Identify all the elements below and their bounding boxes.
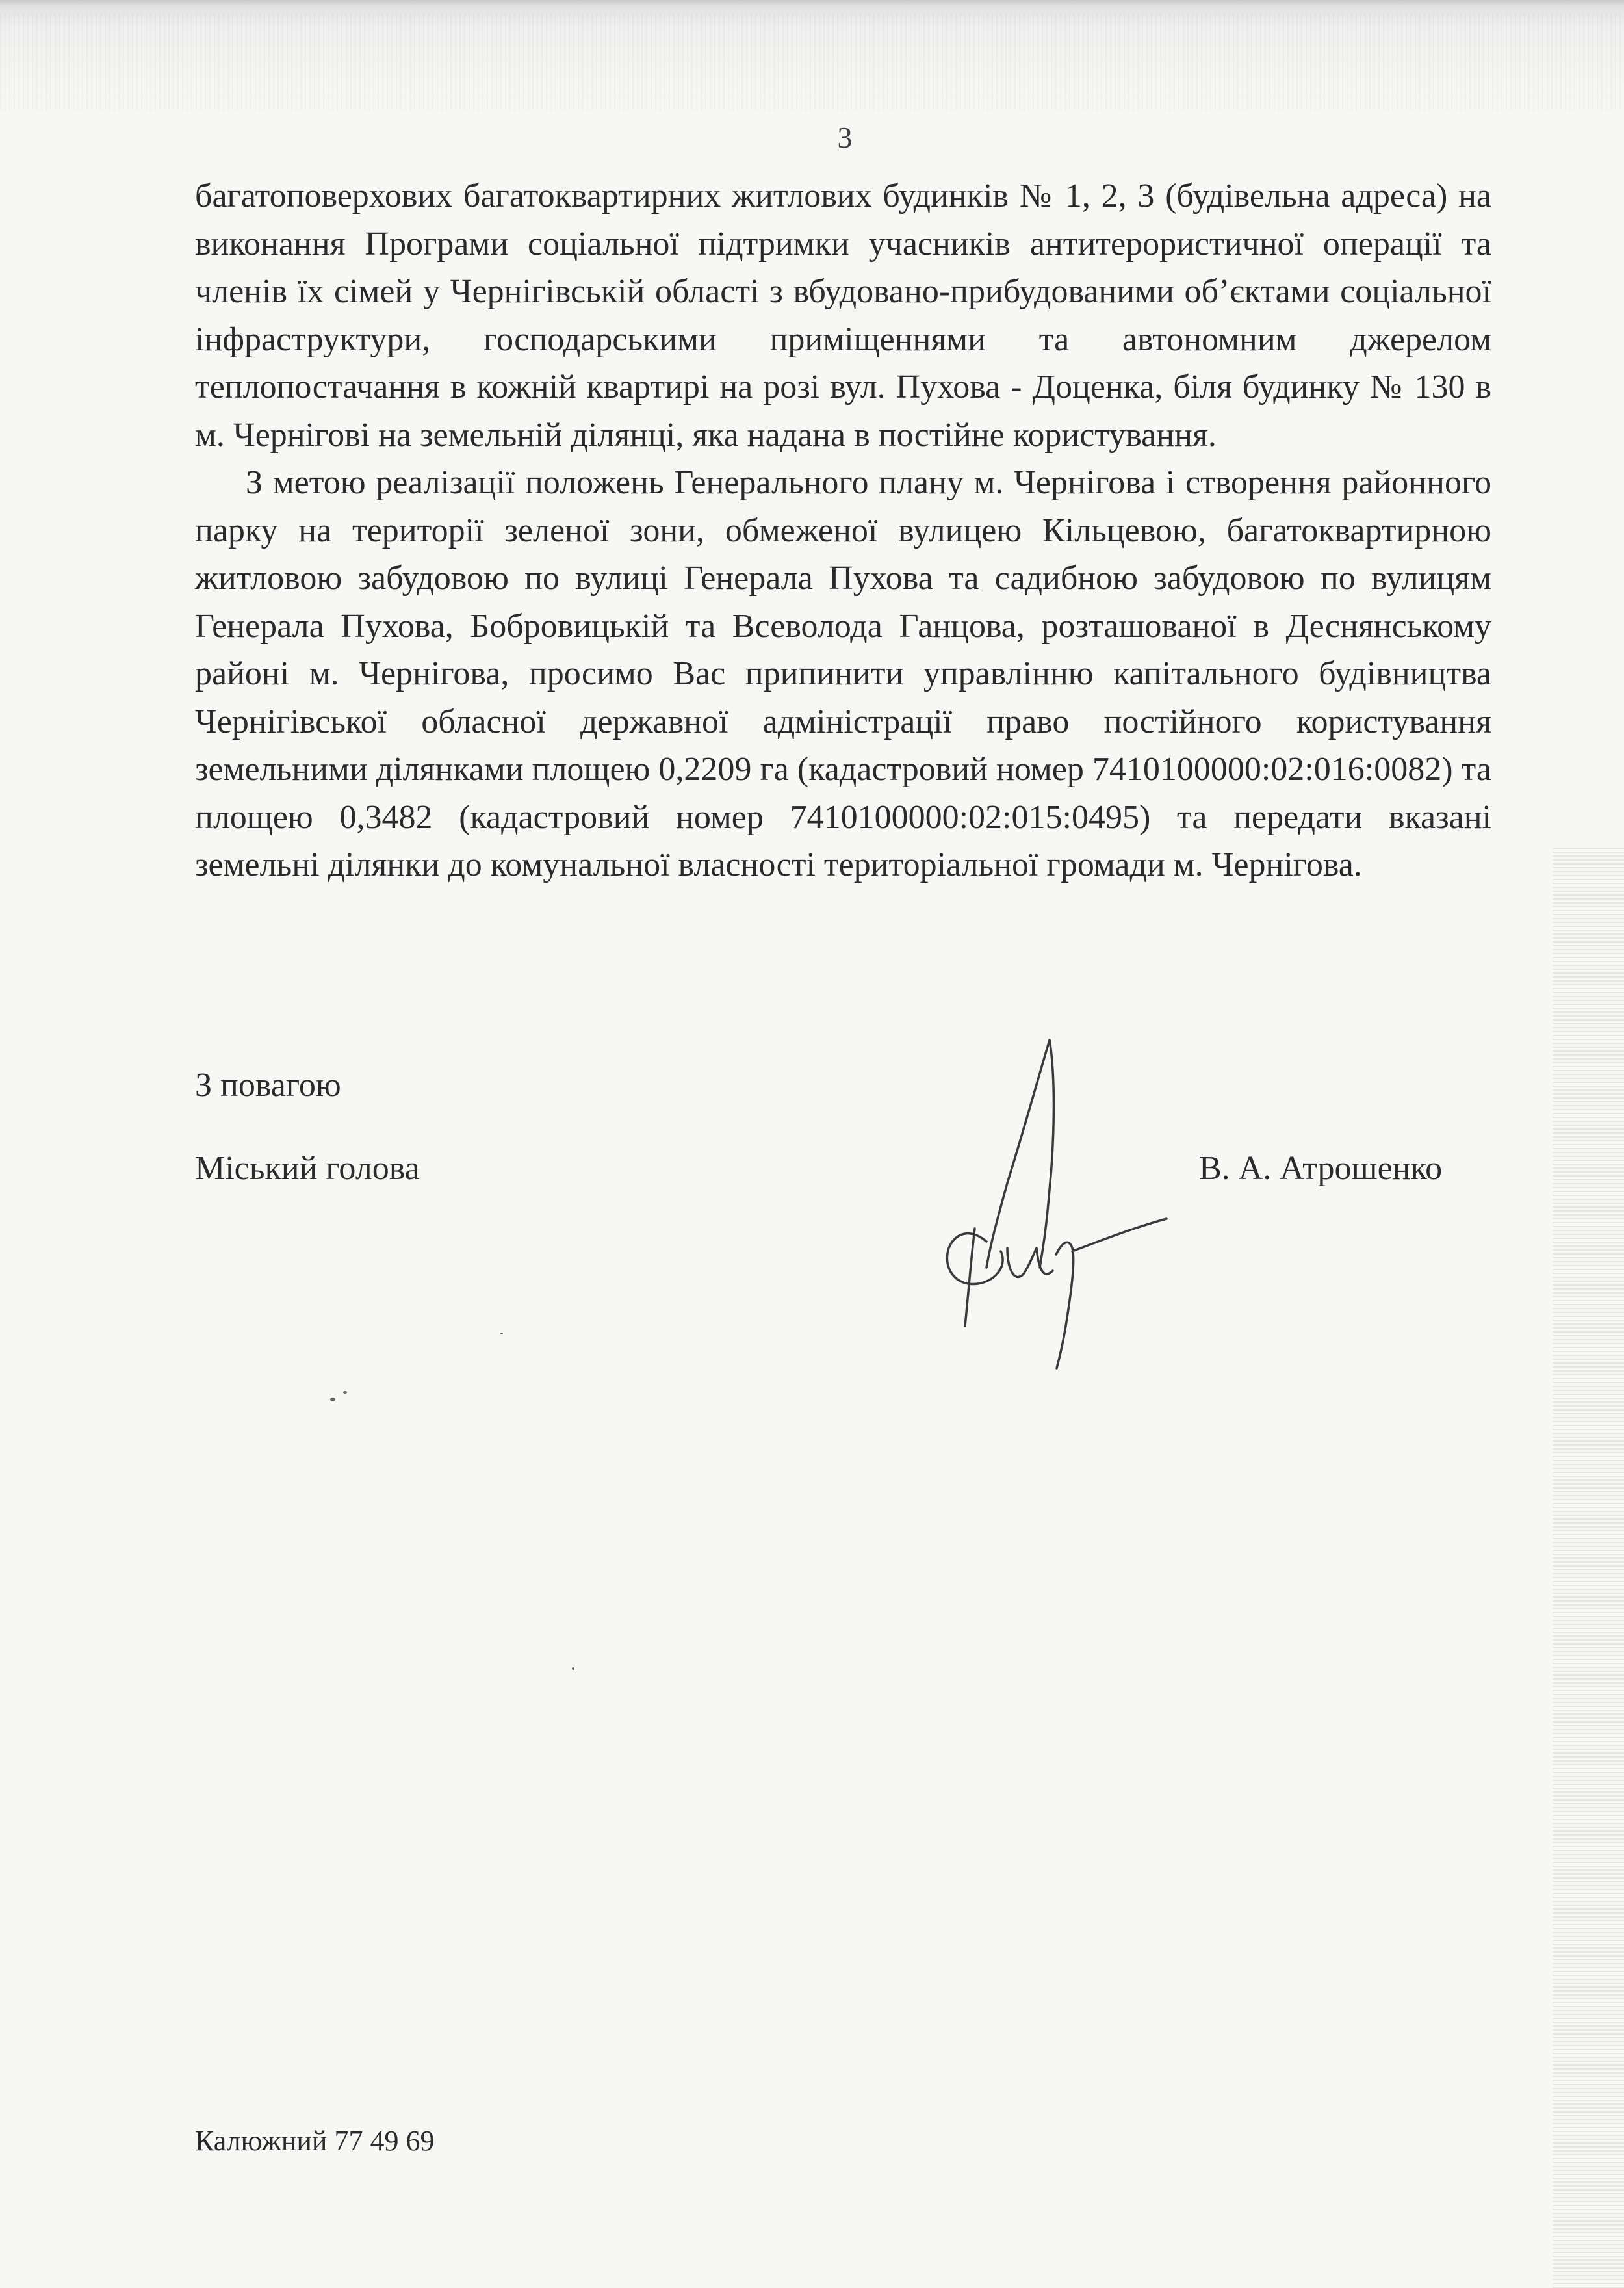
scan-noise-right: [1553, 845, 1624, 2288]
scan-speck: [330, 1398, 335, 1401]
paragraph-continuation: багатоповерхових багатоквартирних житлових будинків № 1, 2, 3 (будівельна адреса) на виконання Програми соціальної підтримки учасників антитерористичної операції та членів їх сімей у Чернігівській області з вбудовано-прибудованими об’єктами соціальної інфраструктури, господарськими приміщеннями та автономним джерелом теплопостачання в кожній квартирі на розі вул. Пухова - Доценка, біля будинку № 130 в м. Чернігові на земельній ділянці, яка надана в постійне користування.: [195, 177, 1491, 454]
letter-body: [195, 172, 1491, 889]
handwritten-signature: [910, 1034, 1170, 1372]
scan-speck: [500, 1332, 503, 1334]
signatory-position: Міський голова: [195, 1150, 420, 1187]
scan-noise-top: [0, 13, 1624, 110]
closing-salutation: З повагою: [195, 1067, 341, 1104]
paragraph-request: З метою реалізації положень Генерального плану м. Чернігова і створення районного парку на території зеленої зони, обмеженої вулицею Кільцевою, багатоквартирною житловою забудовою по вулиці Генерала Пухова та садибною забудовою по вулицям Генерала Пухова, Бобровицькій та Всеволода Ганцова, розташованої в Деснянському районі м. Чернігова, просимо Вас припинити управлінню капітального будівництва Чернігівської обласної державної адміністрації право постійного користування земельними ділянками площею 0,2209 га (кадастровий номер 7410100000:02:016:0082) та площею 0,3482 (кадастровий номер 7410100000:02:015:0495) та передати вказані земельні ділянки до комунальної власності територіальної громади м. Чернігова.: [195, 464, 1491, 883]
footer-contact: Калюжний 77 49 69: [195, 2125, 435, 2157]
scan-speck: [343, 1391, 347, 1394]
page-number: 3: [837, 121, 853, 154]
scan-speck: [572, 1667, 574, 1670]
signatory-name: В. А. Атрошенко: [1199, 1150, 1443, 1187]
